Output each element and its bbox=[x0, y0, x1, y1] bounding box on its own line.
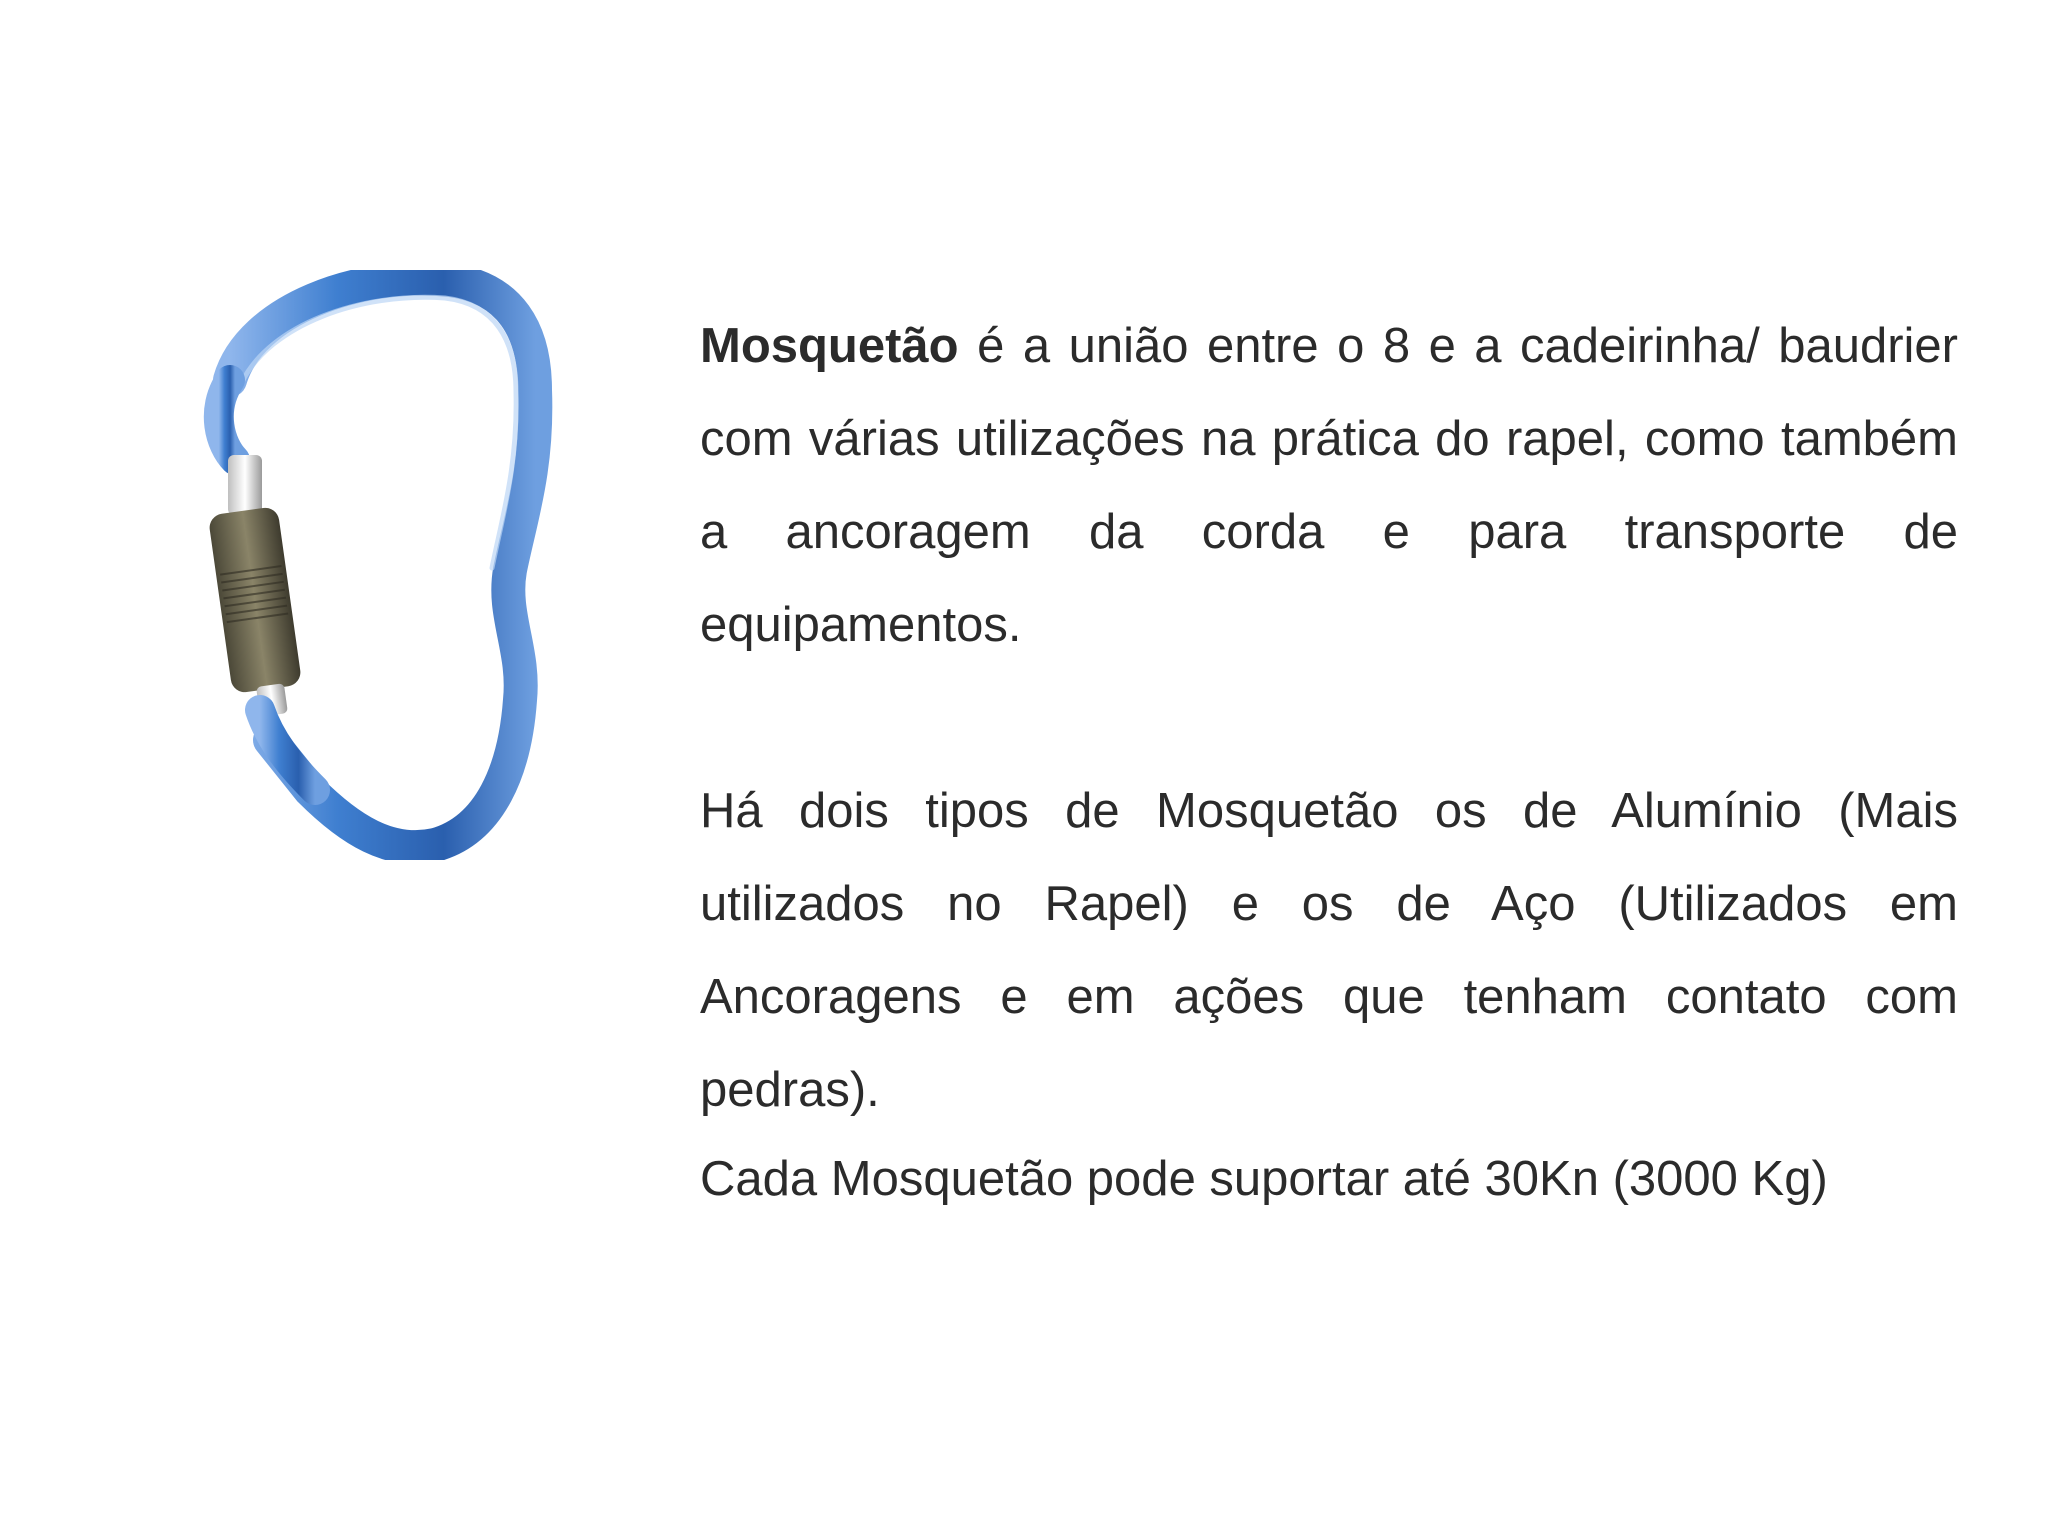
definition-text: é a união entre o 8 e a cadeirinha/ baudrier com várias utilizações na prática do rapel, como também a ancoragem da corda e para transporte de equipamentos. bbox=[700, 319, 1958, 652]
paragraph-types: Há dois tipos de Mosquetão os de Alumínio (Mais utilizados no Rapel) e os de Aço (Utilizados em Ancoragens e em ações que tenham contato com pedras). bbox=[700, 784, 1958, 1117]
paragraph-capacity: Cada Mosquetão pode suportar até 30Kn (3000 Kg) bbox=[700, 1152, 1828, 1206]
term-mosquetao: Mosquetão bbox=[700, 319, 959, 373]
carabiner-icon bbox=[190, 270, 580, 860]
paragraph-gap bbox=[700, 672, 1958, 765]
paragraph-definition bbox=[700, 300, 1958, 672]
description-text bbox=[700, 300, 1958, 1226]
